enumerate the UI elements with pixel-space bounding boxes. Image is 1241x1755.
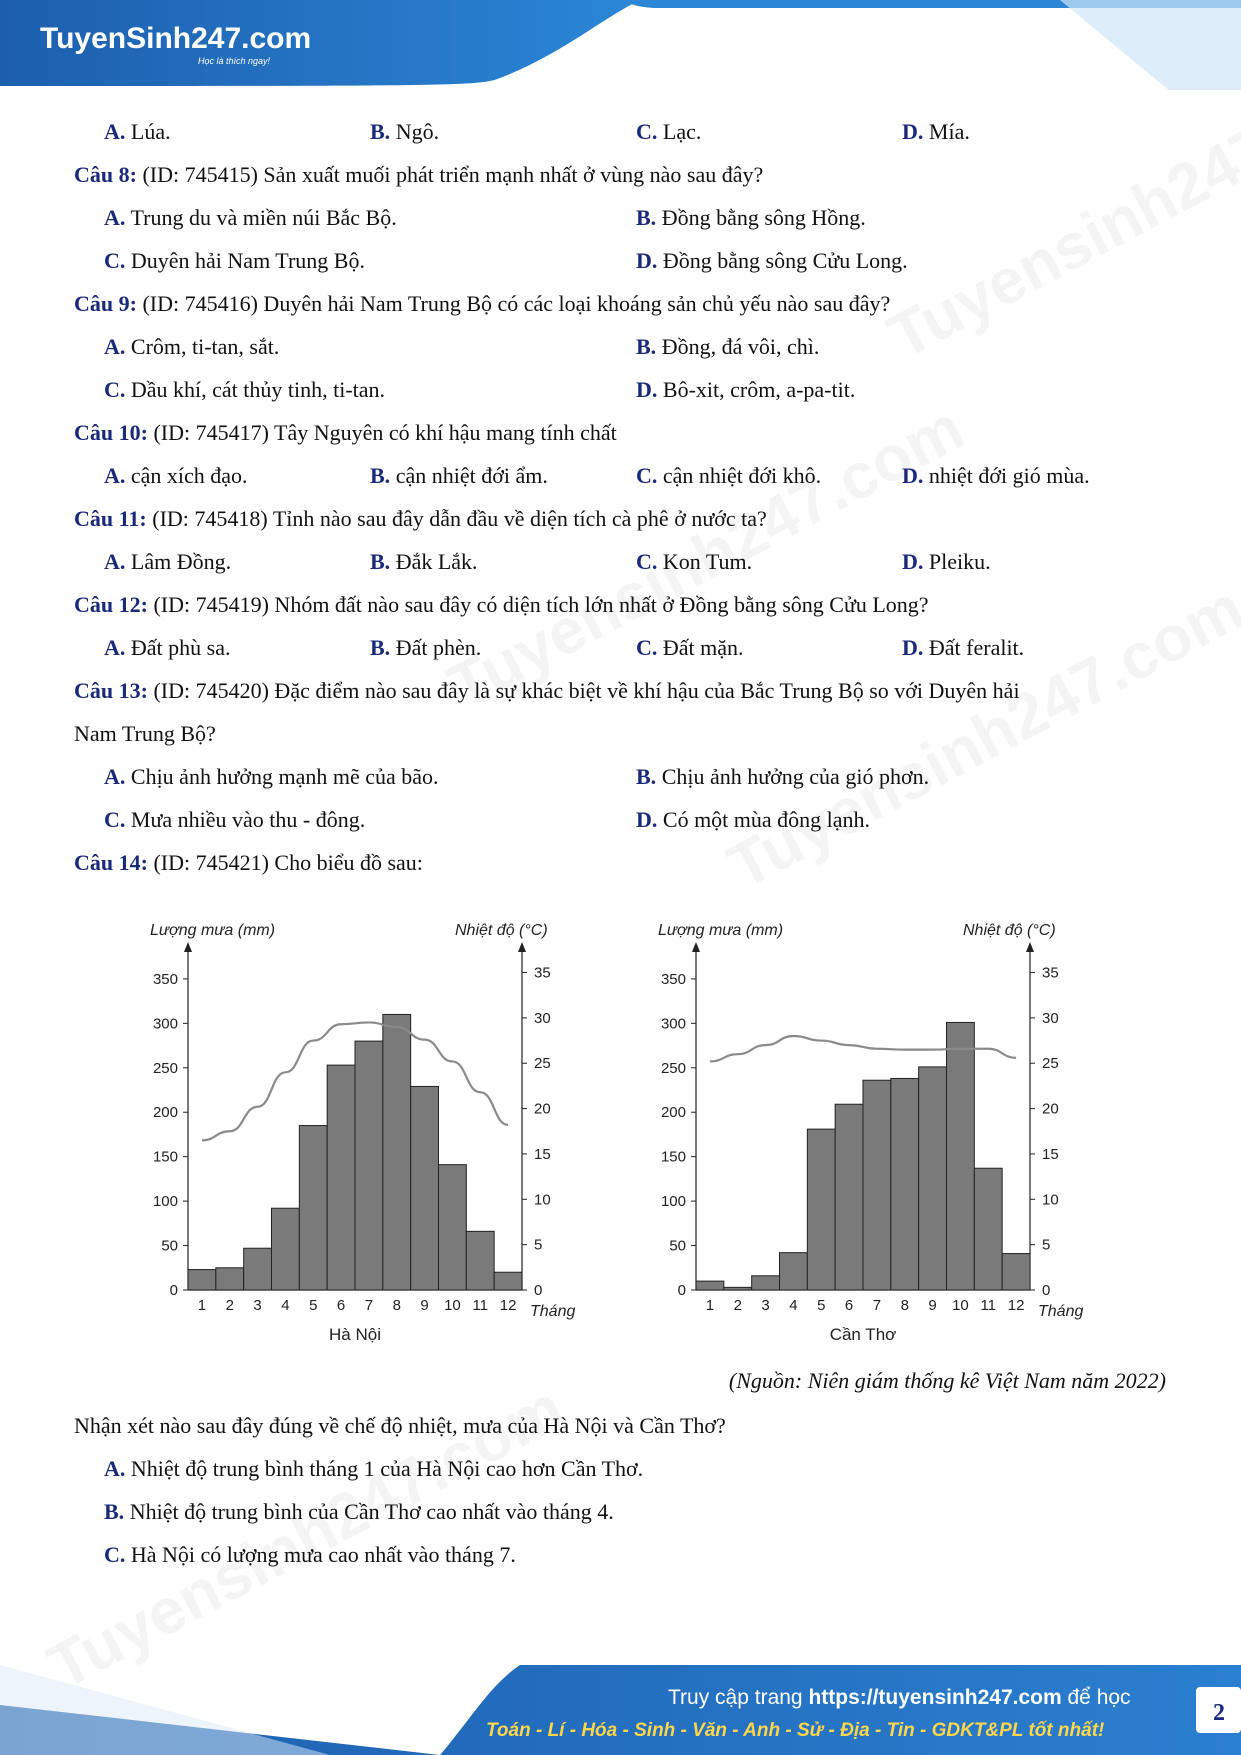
x-tick-label: 12 [499, 1297, 517, 1314]
x-tick-label: 8 [392, 1297, 401, 1314]
y2-axis-arrow [518, 942, 526, 952]
x-tick-label: 8 [900, 1297, 909, 1314]
y2-tick-label: 25 [1042, 1055, 1059, 1073]
q10-option-d: D. nhiệt đới gió mùa. [902, 463, 1090, 488]
q12-option-c: C. Đất mặn. [636, 635, 744, 660]
y-axis-label: Lượng mưa (mm) [658, 922, 784, 939]
q11-option-d: D. Pleiku. [902, 549, 991, 574]
q13-option-a: A. Chịu ảnh hưởng mạnh mẽ của bão. [104, 764, 439, 789]
x-axis-label: Tháng [1038, 1303, 1084, 1320]
rainfall-bar [807, 1129, 835, 1290]
q8-option-a: A. Trung du và miền núi Bắc Bộ. [104, 205, 397, 230]
y-axis-label: Lượng mưa (mm) [150, 922, 276, 939]
y2-tick-label: 20 [534, 1100, 551, 1118]
y-axis-arrow [692, 942, 700, 952]
rainfall-bar [466, 1231, 494, 1290]
q12-option-d: D. Đất feralit. [902, 635, 1025, 660]
y2-tick-label: 30 [1042, 1009, 1059, 1027]
rainfall-bar [494, 1272, 522, 1290]
q8-option-c: C. Duyên hải Nam Trung Bộ. [104, 248, 365, 273]
q7-option-d: D. Mía. [902, 119, 970, 144]
x-axis-label: Tháng [530, 1303, 576, 1320]
q7-option-c: C. Lạc. [636, 119, 702, 144]
y-tick-label: 150 [152, 1148, 178, 1166]
rainfall-bar [383, 1014, 411, 1290]
rainfall-bar [752, 1276, 780, 1290]
y2-axis-arrow [1026, 942, 1034, 952]
q10-option-c: C. cận nhiệt đới khô. [636, 463, 822, 488]
chart-title: Cần Thơ [829, 1325, 897, 1344]
q11-option-a: A. Lâm Đồng. [104, 549, 232, 574]
rainfall-bar [863, 1080, 891, 1290]
q12-option-b: B. Đất phèn. [370, 635, 482, 660]
y2-tick-label: 5 [1042, 1236, 1051, 1254]
q12-option-a: A. Đất phù sa. [104, 635, 231, 660]
rainfall-bar [891, 1078, 919, 1290]
q9-option-d: D. Bô-xit, crôm, a-pa-tit. [636, 377, 856, 402]
rainfall-bar [327, 1065, 355, 1290]
x-tick-label: 9 [420, 1297, 429, 1314]
q11-option-c: C. Kon Tum. [636, 549, 753, 574]
y-tick-label: 350 [660, 970, 686, 988]
rainfall-bar [439, 1165, 467, 1290]
rainfall-bar [355, 1041, 383, 1290]
rainfall-bar [780, 1253, 808, 1290]
y-tick-label: 0 [169, 1282, 178, 1299]
q14-option-c: C. Hà Nội có lượng mưa cao nhất vào tháng 7. [104, 1542, 516, 1567]
rainfall-bar [188, 1270, 216, 1290]
y-tick-label: 50 [161, 1237, 178, 1255]
logo-tagline: Học là thích ngay! [198, 56, 271, 66]
q14-option-b: B. Nhiệt độ trung bình của Cần Thơ cao nhất vào tháng 4. [104, 1499, 614, 1524]
chart-source-note: (Nguồn: Niên giám thống kê Việt Nam năm 2022) [728, 1368, 1166, 1393]
q9-option-a: A. Crôm, ti-tan, sắt. [104, 334, 280, 359]
chart-title: Hà Nội [329, 1325, 381, 1344]
y2-tick-label: 5 [534, 1236, 543, 1254]
rainfall-bar [244, 1248, 272, 1290]
watermark [716, 570, 1241, 904]
q7-option-a: A. Lúa. [104, 119, 171, 144]
y-tick-label: 250 [660, 1059, 686, 1077]
q11-option-b: B. Đắk Lắk. [370, 549, 478, 574]
x-tick-label: 2 [733, 1297, 742, 1314]
y2-tick-label: 0 [534, 1282, 543, 1299]
x-tick-label: 3 [253, 1297, 262, 1314]
rainfall-bar [919, 1067, 947, 1290]
x-tick-label: 6 [336, 1297, 346, 1314]
chart-can-tho [638, 910, 1108, 1365]
y-axis-arrow [184, 942, 192, 952]
rainfall-bar [272, 1208, 300, 1290]
x-tick-label: 1 [705, 1297, 715, 1314]
site-logo[interactable]: TuyenSinh247.com [40, 22, 312, 55]
y-tick-label: 250 [152, 1059, 178, 1077]
x-tick-label: 10 [952, 1297, 969, 1314]
q10-option-a: A. cận xích đạo. [104, 463, 248, 488]
y-tick-label: 300 [152, 1015, 178, 1033]
x-tick-label: 1 [197, 1297, 207, 1314]
x-tick-label: 2 [225, 1297, 234, 1314]
question-13-continued: Nam Trung Bộ? [74, 721, 216, 746]
y2-tick-label: 10 [534, 1191, 551, 1209]
q9-option-c: C. Dầu khí, cát thủy tinh, ti-tan. [104, 377, 386, 402]
y-tick-label: 100 [660, 1193, 686, 1211]
watermark [876, 40, 1241, 374]
y2-axis-label: Nhiệt độ (°C) [455, 922, 548, 939]
rainfall-bar [974, 1168, 1002, 1290]
question-14: Câu 14: (ID: 745421) Cho biểu đồ sau: [74, 850, 423, 875]
question-10: Câu 10: (ID: 745417) Tây Nguyên có khí hậu mang tính chất [74, 420, 617, 445]
q10-option-b: B. cận nhiệt đới ẩm. [370, 463, 548, 488]
rainfall-bar [411, 1086, 439, 1290]
q8-option-b: B. Đồng bằng sông Hồng. [636, 205, 866, 230]
chart-can-tho-svg [638, 910, 1108, 1360]
rainfall-bar [947, 1022, 975, 1290]
y2-tick-label: 30 [534, 1009, 551, 1027]
x-tick-label: 9 [928, 1297, 937, 1314]
question-9: Câu 9: (ID: 745416) Duyên hải Nam Trung Bộ có các loại khoáng sản chủ yếu nào sau đây? [74, 291, 891, 316]
chart-ha-noi-svg [130, 910, 600, 1360]
rainfall-bar [835, 1104, 863, 1290]
y2-tick-label: 0 [1042, 1282, 1051, 1299]
y2-tick-label: 35 [534, 964, 551, 982]
chart-ha-noi [130, 910, 600, 1365]
y-tick-label: 100 [152, 1193, 178, 1211]
x-tick-label: 11 [472, 1297, 489, 1314]
y2-tick-label: 10 [1042, 1191, 1059, 1209]
q9-option-b: B. Đồng, đá vôi, chì. [636, 334, 820, 359]
x-tick-label: 7 [872, 1297, 882, 1314]
question-8: Câu 8: (ID: 745415) Sản xuất muối phát triển mạnh nhất ở vùng nào sau đây? [74, 162, 764, 187]
q14-option-a: A. Nhiệt độ trung bình tháng 1 của Hà Nội cao hơn Cần Thơ. [104, 1456, 644, 1481]
y-tick-label: 200 [660, 1104, 686, 1122]
x-tick-label: 5 [309, 1297, 318, 1314]
x-tick-label: 6 [844, 1297, 854, 1314]
y2-tick-label: 25 [534, 1055, 551, 1073]
page-number: 2 [1213, 1700, 1225, 1726]
y2-axis-label: Nhiệt độ (°C) [963, 922, 1056, 939]
footer-url-link[interactable]: https://tuyensinh247.com [808, 1686, 1062, 1709]
y-tick-label: 150 [660, 1148, 686, 1166]
x-tick-label: 12 [1007, 1297, 1025, 1314]
q7-option-b: B. Ngô. [370, 119, 440, 144]
rainfall-bar [724, 1287, 752, 1290]
q13-option-b: B. Chịu ảnh hưởng của gió phơn. [636, 764, 930, 789]
y2-tick-label: 15 [534, 1145, 551, 1163]
y2-tick-label: 20 [1042, 1100, 1059, 1118]
x-tick-label: 3 [761, 1297, 770, 1314]
question-14-prompt: Nhận xét nào sau đây đúng về chế độ nhiệt, mưa của Hà Nội và Cần Thơ? [74, 1413, 726, 1438]
x-tick-label: 11 [980, 1297, 997, 1314]
y-tick-label: 200 [152, 1104, 178, 1122]
y2-tick-label: 15 [1042, 1145, 1059, 1163]
question-13: Câu 13: (ID: 745420) Đặc điểm nào sau đây là sự khác biệt về khí hậu của Bắc Trung Bộ so với Duyên hải [74, 678, 1020, 703]
y-tick-label: 300 [660, 1015, 686, 1033]
x-tick-label: 7 [364, 1297, 374, 1314]
y-tick-label: 50 [669, 1237, 686, 1255]
x-tick-label: 5 [817, 1297, 826, 1314]
x-tick-label: 4 [281, 1297, 290, 1314]
x-tick-label: 10 [444, 1297, 461, 1314]
question-12: Câu 12: (ID: 745419) Nhóm đất nào sau đây có diện tích lớn nhất ở Đồng bằng sông Cửu Long? [74, 592, 929, 617]
q13-option-d: D. Có một mùa đông lạnh. [636, 807, 871, 832]
question-11: Câu 11: (ID: 745418) Tỉnh nào sau đây dẫn đầu về diện tích cà phê ở nước ta? [74, 506, 767, 531]
rainfall-bar [216, 1268, 244, 1290]
rainfall-bar [1002, 1254, 1030, 1290]
y-tick-label: 0 [677, 1282, 686, 1299]
rainfall-bar [696, 1281, 724, 1290]
rainfall-bar [299, 1126, 327, 1290]
y2-tick-label: 35 [1042, 964, 1059, 982]
x-tick-label: 4 [789, 1297, 798, 1314]
q13-option-c: C. Mưa nhiều vào thu - đông. [104, 807, 366, 832]
footer-subjects: Toán - Lí - Hóa - Sinh - Văn - Anh - Sử - Địa - Tin - GDKT&PL tốt nhất! [486, 1720, 1105, 1741]
y-tick-label: 350 [152, 970, 178, 988]
footer-visit-text: Truy cập trang https://tuyensinh247.com để học [668, 1686, 1131, 1709]
q8-option-d: D. Đồng bằng sông Cửu Long. [636, 248, 908, 273]
